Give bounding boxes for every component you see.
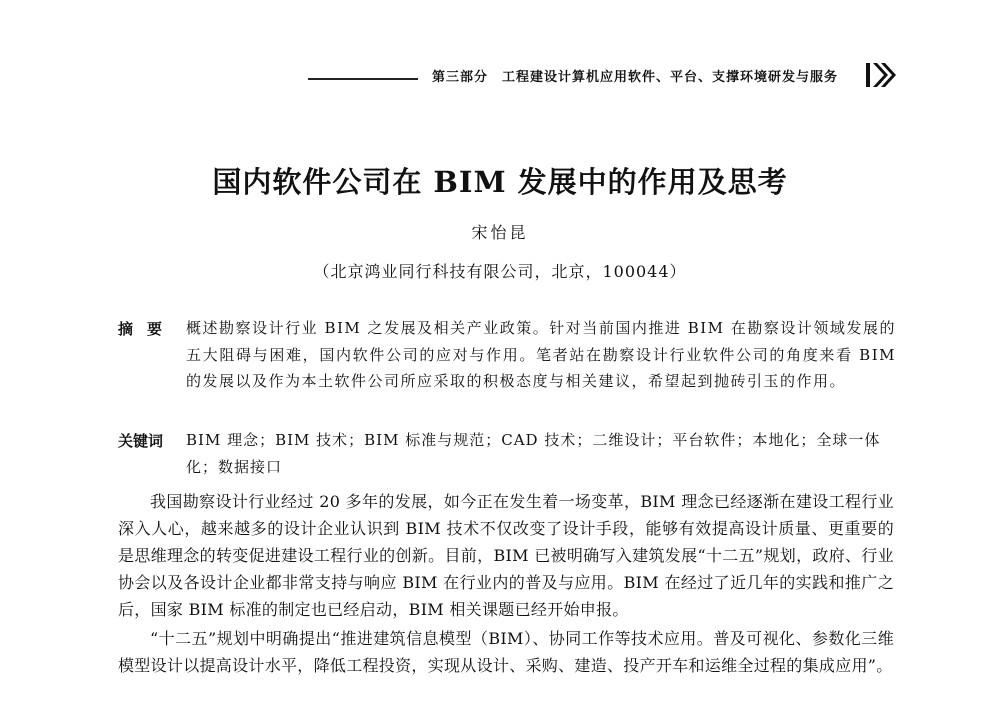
author-name: 宋怡昆 <box>471 223 529 242</box>
abstract-label: 摘要 <box>118 320 177 338</box>
body-paragraph-2: “十二五”规划中明确提出“推进建筑信息模型（BIM）、协同工作等技术应用。普及可视化、参数化三维模型设计以提高设计水平，降低工程投资，实现从设计、采购、建造、投产开车和运维全过程的集成应用”。 <box>118 629 894 675</box>
running-header: 第三部分 工程建设计算机应用软件、平台、支撑环境研发与服务 <box>432 70 839 85</box>
abstract-text: 概述勘察设计行业 BIM 之发展及相关产业政策。针对当前国内推进 BIM 在勘察设计领域发展的五大阻碍与困难，国内软件公司的应对与作用。笔者站在勘察设计行业软件公司的角度来看 BIM 的发展以及作为本土软件公司所应采取的积极态度与相关建议，希望起到抛砖引玉的作用。 <box>186 319 896 390</box>
double-chevron-right-icon <box>865 60 897 90</box>
keywords-text: BIM 理念；BIM 技术；BIM 标准与规范；CAD 技术；二维设计；平台软件；本地化；全球一体化；数据接口 <box>186 431 881 476</box>
paper-title: 国内软件公司在 BIM 发展中的作用及思考 <box>212 165 788 199</box>
header-rule <box>308 78 418 80</box>
affiliation: （北京鸿业同行科技有限公司，北京，100044） <box>313 262 687 281</box>
body-paragraph-1: 我国勘察设计行业经过 20 多年的发展，如今正在发生着一场变革，BIM 理念已经逐渐在建设工程行业深入人心，越来越多的设计企业认识到 BIM 技术不仅改变了设计手段，能够有效提高设计质量、更重要的是思维理念的转变促进建设工程行业的创新。目前，BIM 已被明确写入建筑发展“十二五”规划，政府、行业协会以及各设计企业都非常支持与响应 BIM 在行业内的普及与应用。BIM 在经过了近几年的实践和推广之后，国家 BIM 标准的制定也已经启动，BIM 相关课题已经开始申报。 <box>118 492 894 619</box>
keywords-label: 关键词 <box>118 432 164 450</box>
